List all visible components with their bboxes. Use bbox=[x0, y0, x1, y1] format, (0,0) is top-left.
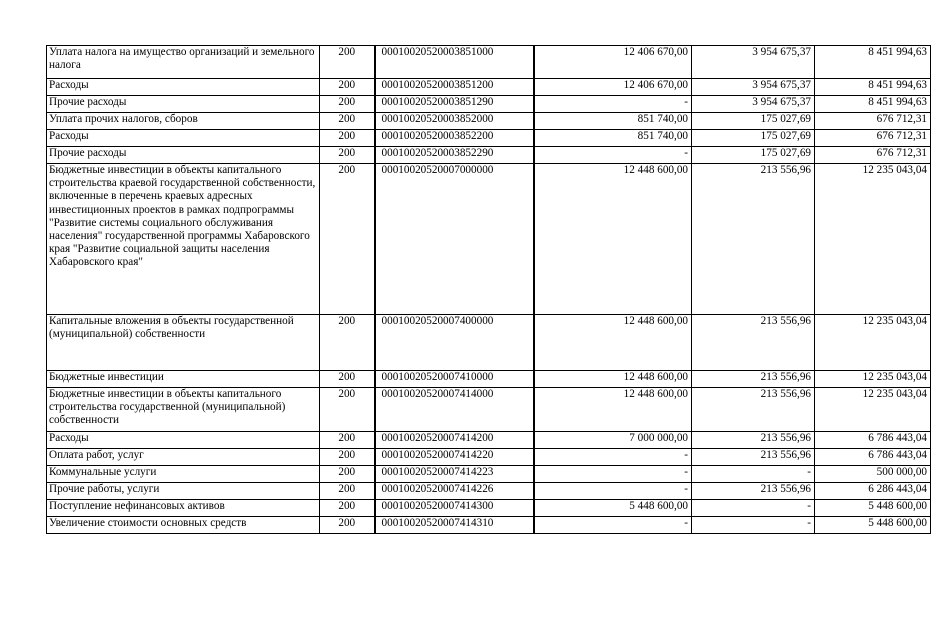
table-row bbox=[47, 130, 931, 147]
row-kbk-cell: 00010020520007414220 bbox=[375, 449, 534, 466]
row-approved-cell: 12 406 670,00 bbox=[534, 46, 692, 79]
row-executed-cell: 213 556,96 bbox=[692, 483, 815, 500]
row-name-cell: Прочие расходы bbox=[47, 147, 320, 164]
row-executed-cell: - bbox=[692, 517, 815, 534]
row-executed-cell: 213 556,96 bbox=[692, 432, 815, 449]
table-row bbox=[47, 96, 931, 113]
row-executed-cell: 213 556,96 bbox=[692, 315, 815, 371]
row-executed-cell: - bbox=[692, 466, 815, 483]
row-kbk-cell: 00010020520003852200 bbox=[375, 130, 534, 147]
row-remaining-cell: 676 712,31 bbox=[815, 113, 931, 130]
row-executed-cell: 175 027,69 bbox=[692, 147, 815, 164]
table-row bbox=[47, 113, 931, 130]
row-kbk-cell: 00010020520007000000 bbox=[375, 164, 534, 315]
row-kbk-cell: 00010020520007400000 bbox=[375, 315, 534, 371]
row-kbk-cell: 00010020520003851200 bbox=[375, 79, 534, 96]
row-remaining-cell: 12 235 043,04 bbox=[815, 315, 931, 371]
row-name-cell: Бюджетные инвестиции в объекты капитального строительства краевой государственной собственности, включенные в перечень краевых адресных инвестиционных проектов в рамках подпрограммы "Развитие системы социального обслуживания населения" государственной программы Хабаровского края "Развитие социальной защиты населения Хабаровского края" bbox=[47, 164, 320, 315]
row-remaining-cell: 676 712,31 bbox=[815, 130, 931, 147]
row-executed-cell: 175 027,69 bbox=[692, 130, 815, 147]
row-code-cell: 200 bbox=[320, 517, 375, 534]
row-name-cell: Уплата налога на имущество организаций и земельного налога bbox=[47, 46, 320, 79]
row-approved-cell: - bbox=[534, 147, 692, 164]
table-row bbox=[47, 517, 931, 534]
row-approved-cell: - bbox=[534, 96, 692, 113]
row-approved-cell: 12 448 600,00 bbox=[534, 388, 692, 432]
row-name-cell: Оплата работ, услуг bbox=[47, 449, 320, 466]
row-remaining-cell: 8 451 994,63 bbox=[815, 46, 931, 79]
row-executed-cell: 3 954 675,37 bbox=[692, 46, 815, 79]
row-kbk-cell: 00010020520007414200 bbox=[375, 432, 534, 449]
row-code-cell: 200 bbox=[320, 147, 375, 164]
row-code-cell: 200 bbox=[320, 388, 375, 432]
row-remaining-cell: 5 448 600,00 bbox=[815, 500, 931, 517]
row-executed-cell: - bbox=[692, 500, 815, 517]
table-row bbox=[47, 164, 931, 315]
row-approved-cell: - bbox=[534, 466, 692, 483]
row-approved-cell: 5 448 600,00 bbox=[534, 500, 692, 517]
row-executed-cell: 213 556,96 bbox=[692, 449, 815, 466]
row-remaining-cell: 5 448 600,00 bbox=[815, 517, 931, 534]
row-approved-cell: 12 406 670,00 bbox=[534, 79, 692, 96]
row-kbk-cell: 00010020520007410000 bbox=[375, 371, 534, 388]
row-kbk-cell: 00010020520003852290 bbox=[375, 147, 534, 164]
row-approved-cell: 851 740,00 bbox=[534, 113, 692, 130]
row-kbk-cell: 00010020520007414310 bbox=[375, 517, 534, 534]
row-code-cell: 200 bbox=[320, 371, 375, 388]
row-remaining-cell: 6 786 443,04 bbox=[815, 432, 931, 449]
row-code-cell: 200 bbox=[320, 46, 375, 79]
row-remaining-cell: 500 000,00 bbox=[815, 466, 931, 483]
budget-table bbox=[46, 45, 931, 534]
budget-execution-document bbox=[46, 45, 927, 534]
row-kbk-cell: 00010020520003851290 bbox=[375, 96, 534, 113]
table-row bbox=[47, 449, 931, 466]
row-kbk-cell: 00010020520007414226 bbox=[375, 483, 534, 500]
row-approved-cell: 12 448 600,00 bbox=[534, 315, 692, 371]
row-code-cell: 200 bbox=[320, 449, 375, 466]
row-name-cell: Расходы bbox=[47, 432, 320, 449]
row-remaining-cell: 12 235 043,04 bbox=[815, 371, 931, 388]
table-row bbox=[47, 46, 931, 79]
row-kbk-cell: 00010020520007414000 bbox=[375, 388, 534, 432]
row-name-cell: Увеличение стоимости основных средств bbox=[47, 517, 320, 534]
table-row bbox=[47, 388, 931, 432]
row-name-cell: Капитальные вложения в объекты государственной (муниципальной) собственности bbox=[47, 315, 320, 371]
row-code-cell: 200 bbox=[320, 96, 375, 113]
budget-table-body bbox=[47, 46, 931, 534]
row-remaining-cell: 8 451 994,63 bbox=[815, 79, 931, 96]
row-code-cell: 200 bbox=[320, 466, 375, 483]
table-row bbox=[47, 432, 931, 449]
row-remaining-cell: 676 712,31 bbox=[815, 147, 931, 164]
row-name-cell: Уплата прочих налогов, сборов bbox=[47, 113, 320, 130]
row-code-cell: 200 bbox=[320, 79, 375, 96]
row-name-cell: Коммунальные услуги bbox=[47, 466, 320, 483]
table-row bbox=[47, 315, 931, 371]
row-name-cell: Расходы bbox=[47, 130, 320, 147]
row-code-cell: 200 bbox=[320, 500, 375, 517]
row-remaining-cell: 12 235 043,04 bbox=[815, 388, 931, 432]
row-kbk-cell: 00010020520007414223 bbox=[375, 466, 534, 483]
row-remaining-cell: 8 451 994,63 bbox=[815, 96, 931, 113]
table-row bbox=[47, 79, 931, 96]
row-name-cell: Расходы bbox=[47, 79, 320, 96]
row-approved-cell: - bbox=[534, 449, 692, 466]
table-row bbox=[47, 483, 931, 500]
row-executed-cell: 175 027,69 bbox=[692, 113, 815, 130]
row-name-cell: Бюджетные инвестиции в объекты капитального строительства государственной (муниципальной) собственности bbox=[47, 388, 320, 432]
row-kbk-cell: 00010020520003852000 bbox=[375, 113, 534, 130]
row-executed-cell: 213 556,96 bbox=[692, 388, 815, 432]
table-row bbox=[47, 466, 931, 483]
row-name-cell: Бюджетные инвестиции bbox=[47, 371, 320, 388]
row-code-cell: 200 bbox=[320, 483, 375, 500]
row-executed-cell: 3 954 675,37 bbox=[692, 96, 815, 113]
table-row bbox=[47, 500, 931, 517]
row-approved-cell: - bbox=[534, 483, 692, 500]
row-name-cell: Прочие расходы bbox=[47, 96, 320, 113]
table-row bbox=[47, 147, 931, 164]
row-executed-cell: 213 556,96 bbox=[692, 164, 815, 315]
row-approved-cell: 851 740,00 bbox=[534, 130, 692, 147]
row-approved-cell: 12 448 600,00 bbox=[534, 371, 692, 388]
row-remaining-cell: 6 786 443,04 bbox=[815, 449, 931, 466]
row-executed-cell: 213 556,96 bbox=[692, 371, 815, 388]
row-remaining-cell: 6 286 443,04 bbox=[815, 483, 931, 500]
row-approved-cell: 7 000 000,00 bbox=[534, 432, 692, 449]
row-code-cell: 200 bbox=[320, 113, 375, 130]
row-approved-cell: 12 448 600,00 bbox=[534, 164, 692, 315]
row-code-cell: 200 bbox=[320, 164, 375, 315]
row-name-cell: Прочие работы, услуги bbox=[47, 483, 320, 500]
row-kbk-cell: 00010020520007414300 bbox=[375, 500, 534, 517]
row-code-cell: 200 bbox=[320, 315, 375, 371]
row-name-cell: Поступление нефинансовых активов bbox=[47, 500, 320, 517]
row-remaining-cell: 12 235 043,04 bbox=[815, 164, 931, 315]
table-row bbox=[47, 371, 931, 388]
row-kbk-cell: 00010020520003851000 bbox=[375, 46, 534, 79]
row-approved-cell: - bbox=[534, 517, 692, 534]
row-code-cell: 200 bbox=[320, 130, 375, 147]
row-code-cell: 200 bbox=[320, 432, 375, 449]
row-executed-cell: 3 954 675,37 bbox=[692, 79, 815, 96]
